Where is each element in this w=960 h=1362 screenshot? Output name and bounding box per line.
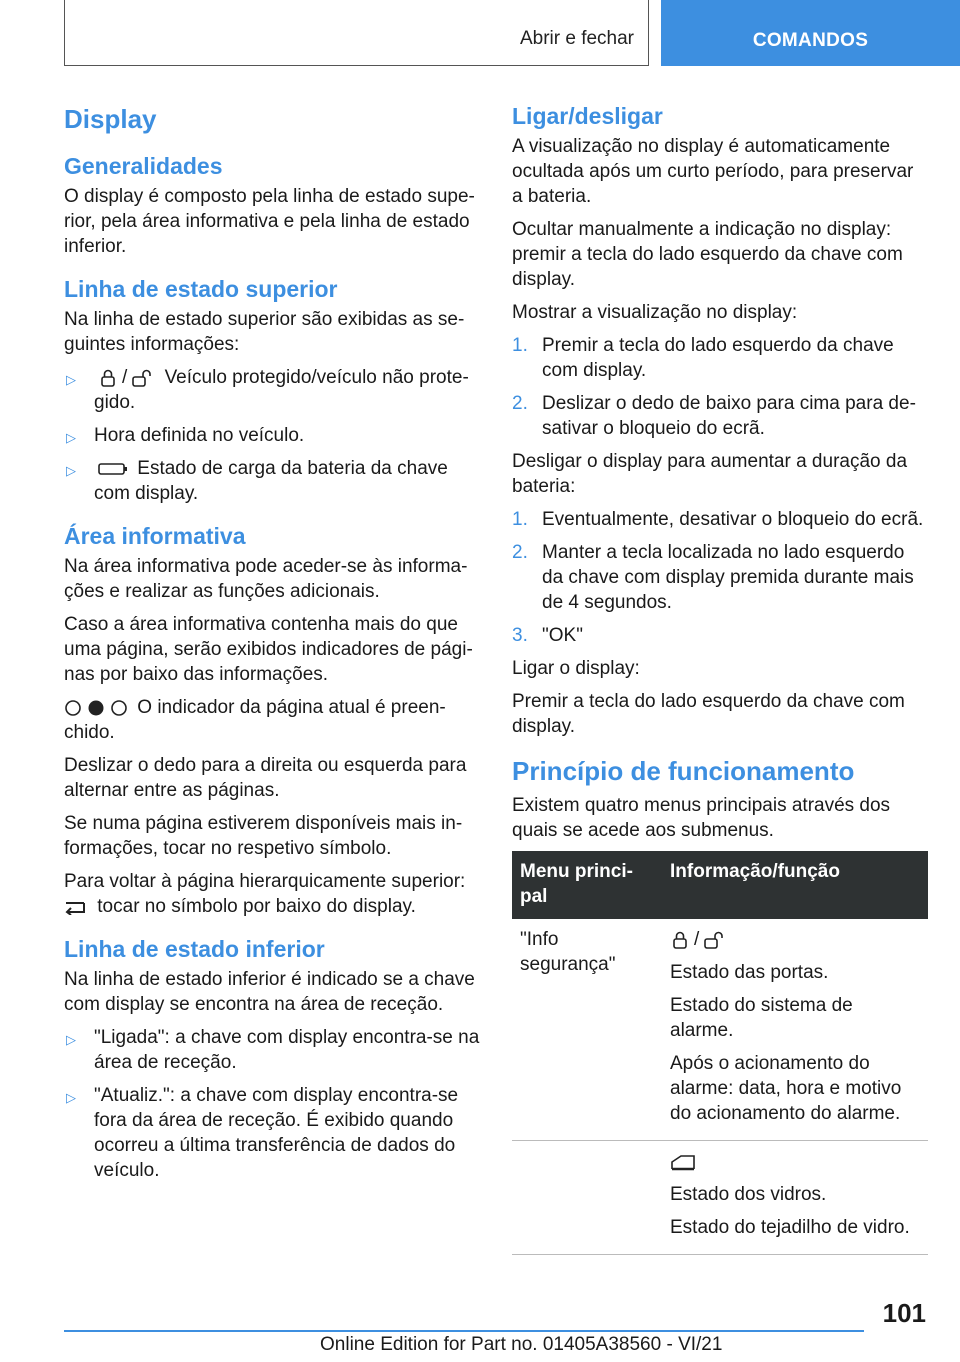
paragraph-area-3 (64, 695, 480, 745)
steps-desligar (512, 507, 928, 648)
table-row (512, 919, 928, 1141)
triangle-bullet-icon: ▷ (66, 430, 76, 445)
header-section-title: Abrir e fechar (519, 28, 634, 49)
triangle-bullet-icon: ▷ (66, 1032, 76, 1047)
step-number: 1. (512, 335, 528, 356)
heading-ligar-desligar: Ligar/desligar (512, 103, 663, 129)
step-number: 2. (512, 393, 528, 414)
paragraph-ligar-3: Mostrar a visualização no display: (512, 302, 798, 323)
step-text: Premir a tecla do lado esquerdo da chave com display. (542, 335, 894, 381)
step-item (512, 333, 928, 383)
header-chapter-tab (661, 0, 960, 66)
list-item (64, 1083, 480, 1183)
table-cell-info (662, 1141, 928, 1255)
paragraph-generalidades: O display é composto pela linha de estado superior, pela área informativa e pela linha de estado inferior. (64, 186, 475, 257)
step-text: Manter a tecla localizada no lado esquerdo da chave com display premida durante mais de 4 segundos. (542, 542, 914, 613)
paragraph-area-2: Caso a área informativa contenha mais do que uma página, serão exibidos indicadores de páginas por baixo das informações. (64, 614, 473, 685)
list-item (64, 1025, 480, 1075)
paragraph-area-6: Para voltar à página hierarquicamente superior: (64, 871, 466, 892)
lock-closed-icon (98, 369, 118, 387)
step-number: 1. (512, 509, 528, 530)
lock-closed-icon (670, 931, 690, 949)
table-line: Estado dos vidros. (670, 1184, 827, 1205)
page-title: Display (64, 104, 157, 134)
paragraph-principio-intro: Existem quatro menus principais através dos quais se acede aos submenus. (512, 795, 891, 841)
list-item-text: "Atualiz.": a chave com display encontra-se fora da área de receção. É exibido quando ocorreu a última transferência de dados do veículo. (94, 1085, 459, 1181)
page-indicator-dots-icon (64, 699, 128, 717)
list-item (64, 423, 480, 448)
paragraph-ligar-2: Ocultar manualmente a indicação no display: premir a tecla do lado esquerdo da chave com display. (512, 219, 903, 290)
table-icons-line (670, 927, 920, 952)
list-linha-superior (64, 365, 480, 506)
table-icons-line (670, 1149, 920, 1174)
paragraph-ligar-6: Premir a tecla do lado esquerdo da chave com display. (512, 691, 905, 737)
list-item-text: Estado de carga da bateria da chave com display. (94, 458, 448, 504)
step-item (512, 507, 928, 532)
table-header-row (512, 851, 928, 919)
paragraph-area-1: Na área informativa pode aceder-se às informações e realizar as funções adicionais. (64, 556, 468, 602)
table-cell-info (662, 919, 928, 1141)
table-line: Após o acionamento do alarme: data, hora e motivo do acionamento do alarme. (670, 1053, 902, 1124)
paragraph-ligar-5: Ligar o display: (512, 658, 640, 679)
header-box (64, 0, 649, 66)
table-header-menu: Menu principal (512, 851, 662, 919)
paragraph-ligar-1: A visualização no display é automaticamente ocultada após um curto período, para preservar a bateria. (512, 136, 914, 207)
step-item (512, 391, 928, 441)
edition-text: Online Edition for Part no. 01405A38560 - VI/21 (320, 1334, 723, 1355)
battery-icon (98, 462, 128, 476)
page-number: 101 (882, 1298, 926, 1328)
triangle-bullet-icon: ▷ (66, 372, 76, 387)
paragraph-linha-inferior-intro: Na linha de estado inferior é indicado se a chave com display se encontra na área de receção. (64, 969, 475, 1015)
paragraph-area-3-text: O indicador da página atual é preenchido. (64, 697, 446, 743)
list-linha-inferior (64, 1025, 480, 1183)
step-number: 2. (512, 542, 528, 563)
left-column (64, 100, 480, 1191)
heading-area-informativa: Área informativa (64, 523, 246, 549)
header-chapter-label: COMANDOS (752, 30, 869, 51)
paragraph-ligar-4: Desligar o display para aumentar a duração da bateria: (512, 451, 908, 497)
step-text: "OK" (542, 625, 583, 646)
table-header-info: Informação/função (662, 851, 928, 919)
table-row (512, 1141, 928, 1255)
heading-linha-inferior: Linha de estado inferior (64, 936, 325, 962)
info-table (512, 851, 928, 1255)
triangle-bullet-icon: ▷ (66, 1090, 76, 1105)
lock-open-icon (131, 369, 155, 387)
list-item (64, 365, 480, 415)
heading-principio: Princípio de funcionamento (512, 756, 855, 786)
list-item-text: Veículo protegido/veículo não protegido. (94, 367, 469, 413)
list-item (64, 456, 480, 506)
paragraph-linha-superior-intro: Na linha de estado superior são exibidas as seguintes informações: (64, 309, 465, 355)
table-cell-menu-empty (512, 1141, 662, 1255)
list-item-text: "Ligada": a chave com display encontra-se na área de receção. (94, 1027, 480, 1073)
footer-divider (64, 1330, 864, 1332)
list-item-text: Hora definida no veículo. (94, 425, 305, 446)
step-item (512, 540, 928, 615)
heading-linha-superior: Linha de estado superior (64, 276, 338, 302)
step-number: 3. (512, 625, 528, 646)
paragraph-area-7 (64, 894, 480, 919)
paragraph-area-5: Se numa página estiverem disponíveis mais informações, tocar no respetivo símbolo. (64, 813, 463, 859)
back-arrow-icon (64, 899, 88, 915)
step-text: Deslizar o dedo de baixo para cima para desativar o bloqueio do ecrã. (542, 393, 916, 439)
right-column (512, 100, 928, 1255)
separator-text: / (122, 367, 128, 388)
step-item (512, 623, 928, 648)
table-cell-menu: "Info segurança" (512, 919, 662, 1141)
table-line: Estado do tejadilho de vidro. (670, 1217, 910, 1238)
separator-text: / (694, 929, 700, 950)
window-icon (670, 1153, 696, 1171)
paragraph-area-4: Deslizar o dedo para a direita ou esquerda para alternar entre as páginas. (64, 755, 467, 801)
table-line: Estado do sistema de alarme. (670, 995, 853, 1041)
paragraph-area-7-text: tocar no símbolo por baixo do display. (97, 896, 416, 917)
lock-open-icon (703, 931, 727, 949)
table-line: Estado das portas. (670, 962, 829, 983)
triangle-bullet-icon: ▷ (66, 463, 76, 478)
heading-generalidades: Generalidades (64, 153, 223, 179)
step-text: Eventualmente, desativar o bloqueio do ecrã. (542, 509, 924, 530)
steps-mostrar (512, 333, 928, 441)
